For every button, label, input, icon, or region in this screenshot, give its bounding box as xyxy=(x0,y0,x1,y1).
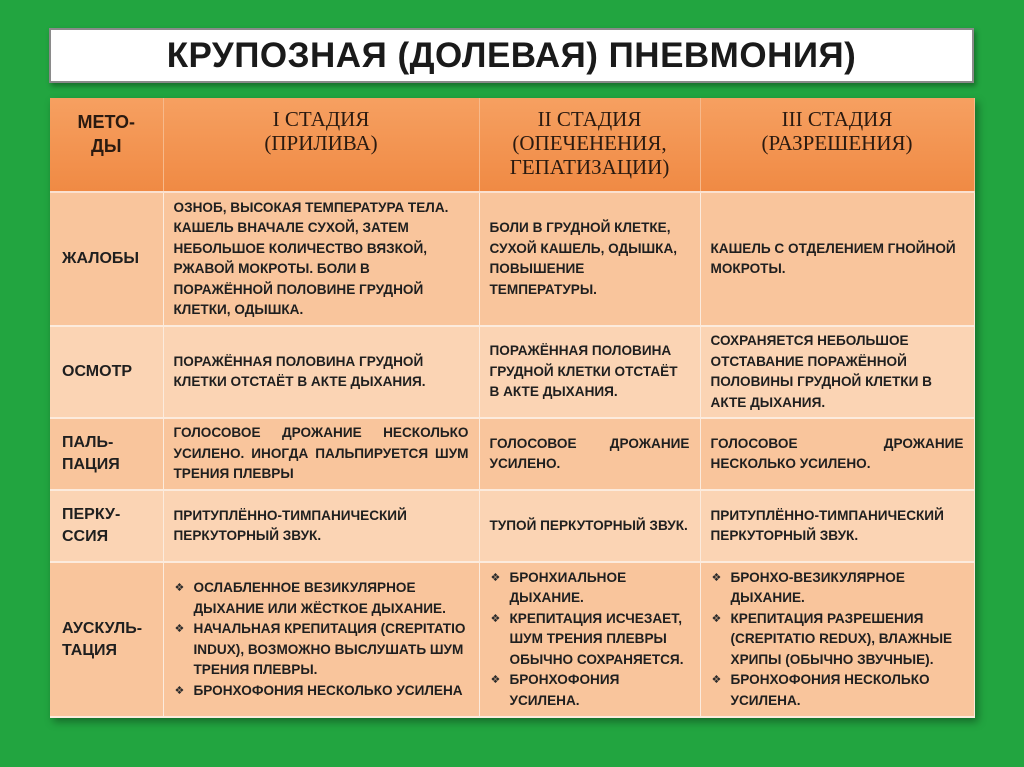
bullet-list xyxy=(490,568,690,712)
table-row-complaints xyxy=(50,192,974,326)
table-row-auscultation xyxy=(50,562,974,717)
method-auscultation-line1: АУСКУЛЬ- xyxy=(62,619,143,637)
table-header-row xyxy=(50,98,974,192)
cell-inspection-stage-1: ПОРАЖЁННАЯ ПОЛОВИНА ГРУДНОЙ КЛЕТКИ ОТСТАЁТ В АКТЕ ДЫХАНИЯ. xyxy=(163,326,479,418)
method-percussion-line2: ССИЯ xyxy=(62,528,109,545)
cell-complaints-stage-3: КАШЕЛЬ С ОТДЕЛЕНИЕМ ГНОЙНОЙ МОКРОТЫ. xyxy=(700,192,974,326)
table-row-percussion xyxy=(50,490,974,562)
cell-percussion-stage-1: ПРИТУПЛЁННО-ТИМПАНИЧЕСКИЙ ПЕРКУТОРНЫЙ ЗВУК. xyxy=(163,490,479,562)
header-stage-1-line2: (ПРИЛИВА) xyxy=(264,131,378,155)
cell-palpation-stage-3: ГОЛОСОВОЕ ДРОЖАНИЕ НЕСКОЛЬКО УСИЛЕНО. xyxy=(700,418,974,490)
header-methods-line1: МЕТО- xyxy=(77,112,136,132)
list-item: ❖ НАЧАЛЬНАЯ КРЕПИТАЦИЯ (CREPITATIO INDUX), ВОЗМОЖНО ВЫСЛУШАТЬ ШУМ ТРЕНИЯ ПЛЕВРЫ. xyxy=(174,619,469,681)
cell-palpation-stage-1: ГОЛОСОВОЕ ДРОЖАНИЕ НЕСКОЛЬКО УСИЛЕНО. ИНОГДА ПАЛЬПИРУЕТСЯ ШУМ ТРЕНИЯ ПЛЕВРЫ xyxy=(163,418,479,490)
header-stage-3-line1: III СТАДИЯ xyxy=(781,107,893,131)
bullet-list xyxy=(711,568,964,712)
list-item: ❖ БРОНХИАЛЬНОЕ ДЫХАНИЕ. xyxy=(490,568,690,609)
cell-auscultation-stage-3 xyxy=(700,562,974,717)
list-item: ❖ КРЕПИТАЦИЯ РАЗРЕШЕНИЯ (CREPITATIO REDUX), ВЛАЖНЫЕ ХРИПЫ (ОБЫЧНО ЗВУЧНЫЕ). xyxy=(711,609,964,671)
method-palpation-line1: ПАЛЬ- xyxy=(62,434,114,451)
header-methods-line2: ДЫ xyxy=(91,136,122,156)
cell-percussion-stage-3: ПРИТУПЛЁННО-ТИМПАНИЧЕСКИЙ ПЕРКУТОРНЫЙ ЗВУК. xyxy=(700,490,974,562)
list-item: ❖ БРОНХОФОНИЯ НЕСКОЛЬКО УСИЛЕНА xyxy=(174,681,469,702)
cell-palpation-stage-2: ГОЛОСОВОЕ ДРОЖАНИЕ УСИЛЕНО. xyxy=(479,418,700,490)
cell-auscultation-stage-2 xyxy=(479,562,700,717)
method-palpation xyxy=(50,418,163,490)
method-auscultation xyxy=(50,562,163,717)
header-methods xyxy=(50,98,163,192)
bullet-list xyxy=(174,578,469,701)
method-percussion xyxy=(50,490,163,562)
header-stage-1-line1: I СТАДИЯ xyxy=(272,107,370,131)
cell-inspection-stage-3: СОХРАНЯЕТСЯ НЕБОЛЬШОЕ ОТСТАВАНИЕ ПОРАЖЁННОЙ ПОЛОВИНЫ ГРУДНОЙ КЛЕТКИ В АКТЕ ДЫХАНИЯ. xyxy=(700,326,974,418)
cell-inspection-stage-2: ПОРАЖЁННАЯ ПОЛОВИНА ГРУДНОЙ КЛЕТКИ ОТСТАЁТ В АКТЕ ДЫХАНИЯ. xyxy=(479,326,700,418)
header-stage-1 xyxy=(163,98,479,192)
header-stage-3-line2: (РАЗРЕШЕНИЯ) xyxy=(761,131,913,155)
header-stage-2 xyxy=(479,98,700,192)
stages-table xyxy=(50,98,975,718)
list-item: ❖ ОСЛАБЛЕННОЕ ВЕЗИКУЛЯРНОЕ ДЫХАНИЕ ИЛИ ЖЁСТКОЕ ДЫХАНИЕ. xyxy=(174,578,469,619)
title-box xyxy=(49,28,974,83)
cell-complaints-stage-1: ОЗНОБ, ВЫСОКАЯ ТЕМПЕРАТУРА ТЕЛА. КАШЕЛЬ ВНАЧАЛЕ СУХОЙ, ЗАТЕМ НЕБОЛЬШОЕ КОЛИЧЕСТВО ВЯЗКОЙ, РЖАВОЙ МОКРОТЫ. БОЛИ В ПОРАЖЁННОЙ ПОЛОВИНЕ ГРУДНОЙ КЛЕТКИ, ОДЫШКА. xyxy=(163,192,479,326)
page-title: КРУПОЗНАЯ (ДОЛЕВАЯ) ПНЕВМОНИЯ) xyxy=(166,35,857,75)
cell-percussion-stage-2: ТУПОЙ ПЕРКУТОРНЫЙ ЗВУК. xyxy=(479,490,700,562)
header-stage-3 xyxy=(700,98,974,192)
list-item: ❖ БРОНХО-ВЕЗИКУЛЯРНОЕ ДЫХАНИЕ. xyxy=(711,568,964,609)
list-item: ❖ КРЕПИТАЦИЯ ИСЧЕЗАЕТ, ШУМ ТРЕНИЯ ПЛЕВРЫ ОБЫЧНО СОХРАНЯЕТСЯ. xyxy=(490,609,690,671)
method-palpation-line2: ПАЦИЯ xyxy=(62,456,120,473)
list-item: ❖ БРОНХОФОНИЯ УСИЛЕНА. xyxy=(490,670,690,711)
header-stage-2-line3: ГЕПАТИЗАЦИИ) xyxy=(509,155,670,179)
cell-auscultation-stage-1 xyxy=(163,562,479,717)
method-auscultation-line2: ТАЦИЯ xyxy=(62,641,118,659)
header-stage-2-line1: II СТАДИЯ xyxy=(537,107,642,131)
method-percussion-line1: ПЕРКУ- xyxy=(62,506,121,523)
header-stage-2-line2: (ОПЕЧЕНЕНИЯ, xyxy=(512,131,667,155)
list-item: ❖ БРОНХОФОНИЯ НЕСКОЛЬКО УСИЛЕНА. xyxy=(711,670,964,711)
cell-complaints-stage-2: БОЛИ В ГРУДНОЙ КЛЕТКЕ, СУХОЙ КАШЕЛЬ, ОДЫШКА, ПОВЫШЕНИЕ ТЕМПЕРАТУРЫ. xyxy=(479,192,700,326)
table-row-inspection xyxy=(50,326,974,418)
table-row-palpation xyxy=(50,418,974,490)
method-inspection: ОСМОТР xyxy=(50,326,163,418)
method-complaints: ЖАЛОБЫ xyxy=(50,192,163,326)
